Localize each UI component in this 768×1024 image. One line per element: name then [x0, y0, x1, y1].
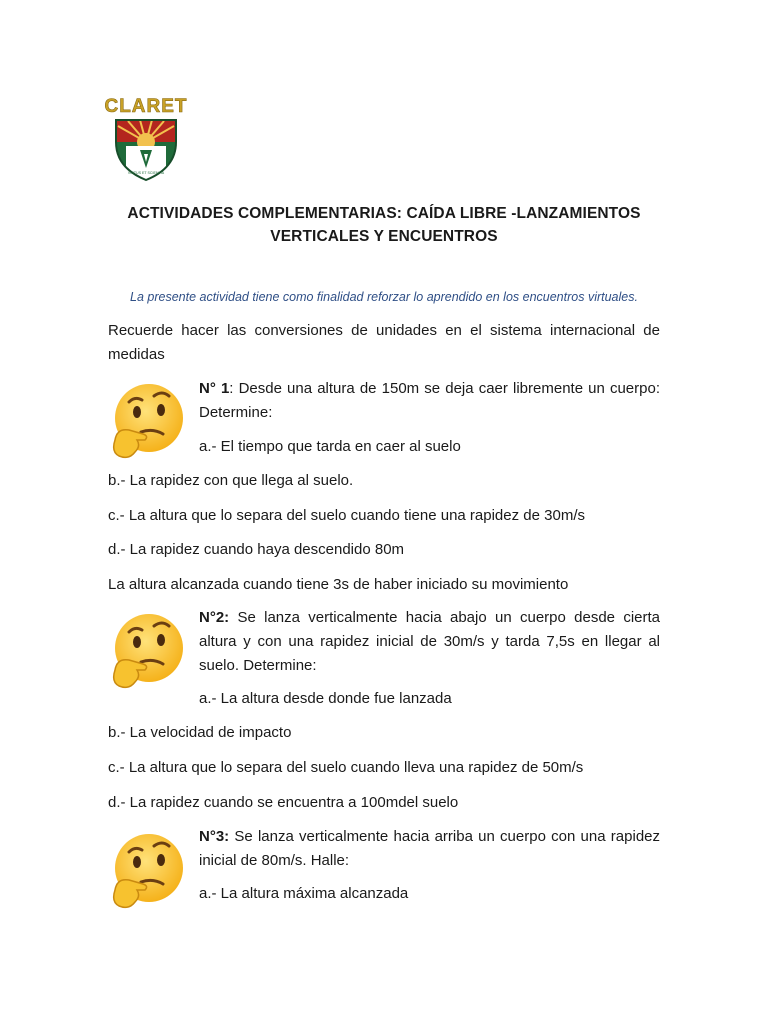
problem-3-text: Se lanza verticalmente hacia arriba un cuerpo con una rapidez inicial de 80m/s. Halle: [199, 828, 660, 869]
problem-2-statement [199, 606, 660, 678]
problem-1-item-b: b.- La rapidez con que llega al suelo. [108, 472, 354, 489]
problem-3-number: N°3: [199, 828, 230, 845]
problem-2-item-a: a.- La altura desde donde fue lanzada [199, 690, 452, 707]
reminder-text: Recuerde hacer las conversiones de unidades en el sistema internacional de medidas [108, 322, 660, 363]
problem-1-number: N° 1 [199, 380, 230, 397]
problem-1-text: Desde una altura de 150m se deja caer libremente un cuerpo: Determine: [199, 380, 660, 421]
problem-2-item-c: c.- La altura que lo separa del suelo cuando lleva una rapidez de 50m/s [108, 759, 584, 776]
problem-1-item-c: c.- La altura que lo separa del suelo cuando tiene una rapidez de 30m/s [108, 507, 585, 524]
logo-wordmark: CLARET [104, 96, 188, 117]
problem-2-item-b: b.- La velocidad de impacto [108, 724, 292, 741]
problem-1-item-d: d.- La rapidez cuando haya descendido 80m [108, 541, 405, 558]
problem-1-item-a: a.- El tiempo que tarda en caer al suelo [199, 438, 461, 455]
problem-3-statement [199, 825, 660, 873]
problem-3-item-a: a.- La altura máxima alcanzada [199, 885, 409, 902]
problem-2-number: N°2: [199, 609, 230, 626]
problem-2-item-d: d.- La rapidez cuando se encuentra a 100mdel suelo [108, 794, 459, 811]
problem-1-item-e: La altura alcanzada cuando tiene 3s de haber iniciado su movimiento [108, 576, 569, 593]
thinking-face-icon [107, 610, 187, 694]
claret-school-logo [104, 90, 188, 182]
document-title [108, 202, 660, 248]
problem-2-text: Se lanza verticalmente hacia abajo un cuerpo desde cierta altura y con una rapidez inicial de 30m/s y tarda 7,5s en llegar al suelo. Determine: [199, 609, 660, 674]
intro-text: La presente actividad tiene como finalidad reforzar lo aprendido en los encuentros virtuales. [130, 290, 638, 304]
title-line-1: ACTIVIDADES COMPLEMENTARIAS: CAÍDA LIBRE -LANZAMIENTOS [127, 205, 641, 222]
thinking-face-icon [107, 380, 187, 464]
thinking-face-icon [107, 830, 187, 914]
problem-1-statement: N° 1: Desde una altura de 150m se deja caer libremente un cuerpo: Determine: [199, 380, 660, 421]
title-line-2: VERTICALES Y ENCUENTROS [270, 228, 498, 245]
logo-motto: VIRTUS ET SCIENTIA [127, 171, 165, 175]
